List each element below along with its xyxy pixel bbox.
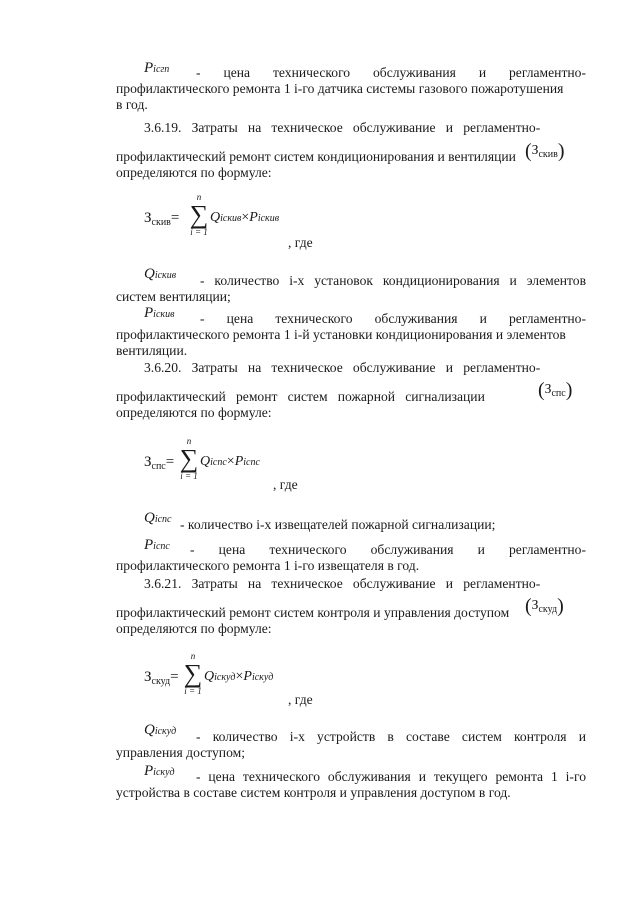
d5-line-1: - количество i-х устройств в составе систем контроля и	[196, 729, 586, 744]
p-subscript: iспс	[243, 457, 260, 468]
sum-lower: i = 1	[180, 471, 198, 481]
formula-lhs	[144, 454, 174, 475]
d1-line-1: - количество i-х установок кондиционирования и элементов	[200, 273, 586, 288]
s19-line-1: 3.6.19. Затраты на техническое обслуживание и регламентно-	[144, 120, 541, 135]
sum-operator	[182, 652, 204, 696]
d6-line-2: устройства в составе систем контроля и управления доступом в год.	[116, 785, 511, 800]
symbol-letter: Q	[144, 722, 155, 738]
d2-line-2: профилактического ремонта 1 i-й установки кондиционирования и элементов	[116, 327, 566, 342]
s19-line-2: профилактический ремонт систем кондиционирования и вентиляции	[116, 149, 516, 164]
s20-line-3: определяются по формуле:	[116, 405, 272, 420]
multiply-sign: ×	[235, 669, 244, 684]
symbol-letter: P	[144, 60, 154, 76]
s19-variable: $(З_{скив})$	[525, 140, 565, 162]
q-letter: Q	[200, 454, 211, 469]
sigma-symbol: ∑	[189, 200, 209, 229]
symbol-letter: P	[144, 537, 154, 553]
equals-sign: =	[170, 669, 179, 685]
lhs-letter: З	[144, 454, 152, 470]
d2-line-1: - цена технического обслуживания и регламентно-	[200, 311, 586, 326]
var-subscript: спс	[551, 388, 566, 399]
lhs-subscript: скив	[151, 217, 171, 228]
f2-where: , где	[273, 477, 298, 492]
sigma-symbol: ∑	[183, 659, 203, 688]
symbol-subscript: iскив	[153, 309, 175, 320]
f3-where: , где	[288, 692, 313, 707]
symbol-q-iskud	[144, 722, 176, 740]
symbol-letter: P	[144, 305, 154, 321]
s21-line-3: определяются по формуле:	[116, 621, 272, 636]
multiply-sign: ×	[241, 210, 250, 225]
symbol-letter: P	[144, 763, 154, 779]
symbol-p-iskiv	[144, 305, 174, 323]
formula-rhs	[210, 210, 279, 227]
symbol-letter: Q	[144, 510, 155, 526]
q-subscript: iспс	[210, 457, 227, 468]
q-letter: Q	[204, 669, 215, 684]
symbol-subscript: iскуд	[153, 767, 175, 778]
p-letter: P	[249, 210, 258, 225]
q-letter: Q	[210, 210, 221, 225]
p1-line-3: в год.	[116, 97, 148, 112]
d6-line-1: - цена технического обслуживания и текущего ремонта 1 i-го	[196, 769, 586, 784]
sum-upper: n	[196, 192, 202, 202]
s20-variable: $(З_{спс})$	[538, 379, 573, 401]
symbol-p-isps	[144, 537, 170, 555]
s21-line-2: профилактический ремонт систем контроля и управления доступом	[116, 605, 510, 620]
symbol-q-isps	[144, 510, 172, 528]
symbol-subscript: iспс	[154, 514, 172, 525]
var-letter: З	[531, 597, 539, 612]
s21-line-1: 3.6.21. Затраты на техническое обслуживание и регламентно-	[144, 576, 541, 591]
symbol-subscript: iскив	[154, 270, 177, 281]
d4-line-1: - цена технического обслуживания и регламентно-	[190, 542, 586, 557]
f1-where: , где	[288, 235, 313, 250]
formula-rhs	[200, 454, 260, 471]
sum-upper: n	[190, 651, 196, 661]
q-subscript: iскуд	[214, 672, 236, 683]
p-letter: P	[243, 669, 252, 684]
formula-rhs	[204, 669, 273, 686]
s20-line-2: профилактический ремонт систем пожарной сигнализации	[116, 389, 485, 404]
p-letter: P	[234, 454, 244, 469]
d4-line-2: профилактического ремонта 1 i-го извещателя в год.	[116, 558, 420, 573]
d2-line-3: вентиляции.	[116, 343, 188, 358]
d3-line-1: - количество i-х извещателей пожарной сигнализации;	[180, 517, 496, 532]
s20-line-1: 3.6.20. Затраты на техническое обслуживание и регламентно-	[144, 360, 541, 375]
symbol-p-icgp	[144, 60, 169, 78]
lhs-letter: З	[144, 210, 152, 226]
sum-operator	[188, 193, 210, 237]
symbol-subscript: iспс	[153, 541, 170, 552]
q-subscript: iскив	[220, 213, 242, 224]
symbol-subscript: iскуд	[154, 726, 177, 737]
var-letter: З	[544, 381, 552, 396]
lhs-subscript: скуд	[151, 676, 171, 687]
sum-operator	[178, 437, 200, 481]
lhs-letter: З	[144, 669, 152, 685]
p-subscript: iскив	[257, 213, 280, 224]
sum-lower: i = 1	[184, 686, 202, 696]
var-letter: З	[531, 142, 539, 157]
p1-line-2: профилактического ремонта 1 i-го датчика системы газового пожаротушения	[116, 81, 564, 96]
sigma-symbol: ∑	[179, 444, 199, 473]
equals-sign: =	[165, 454, 175, 470]
equals-sign: =	[170, 210, 180, 226]
symbol-subscript: icгп	[153, 64, 170, 75]
symbol-p-iskud	[144, 763, 175, 781]
sum-lower: i = 1	[190, 227, 208, 237]
lhs-subscript: спс	[151, 461, 166, 472]
s21-variable: $(З_{скуд})$	[525, 595, 564, 617]
var-subscript: скив	[538, 149, 558, 160]
symbol-letter: Q	[144, 266, 155, 282]
d5-line-2: управления доступом;	[116, 745, 245, 760]
formula-lhs	[144, 210, 179, 231]
sum-upper: n	[186, 436, 192, 446]
multiply-sign: ×	[226, 454, 235, 469]
p-subscript: iскуд	[251, 672, 274, 683]
p1-line-1: - цена технического обслуживания и регламентно-	[196, 65, 586, 80]
formula-lhs	[144, 669, 179, 690]
s19-line-3: определяются по формуле:	[116, 165, 272, 180]
symbol-q-iskiv	[144, 266, 176, 284]
var-subscript: скуд	[538, 604, 558, 615]
d1-line-2: систем вентиляции;	[116, 289, 231, 304]
